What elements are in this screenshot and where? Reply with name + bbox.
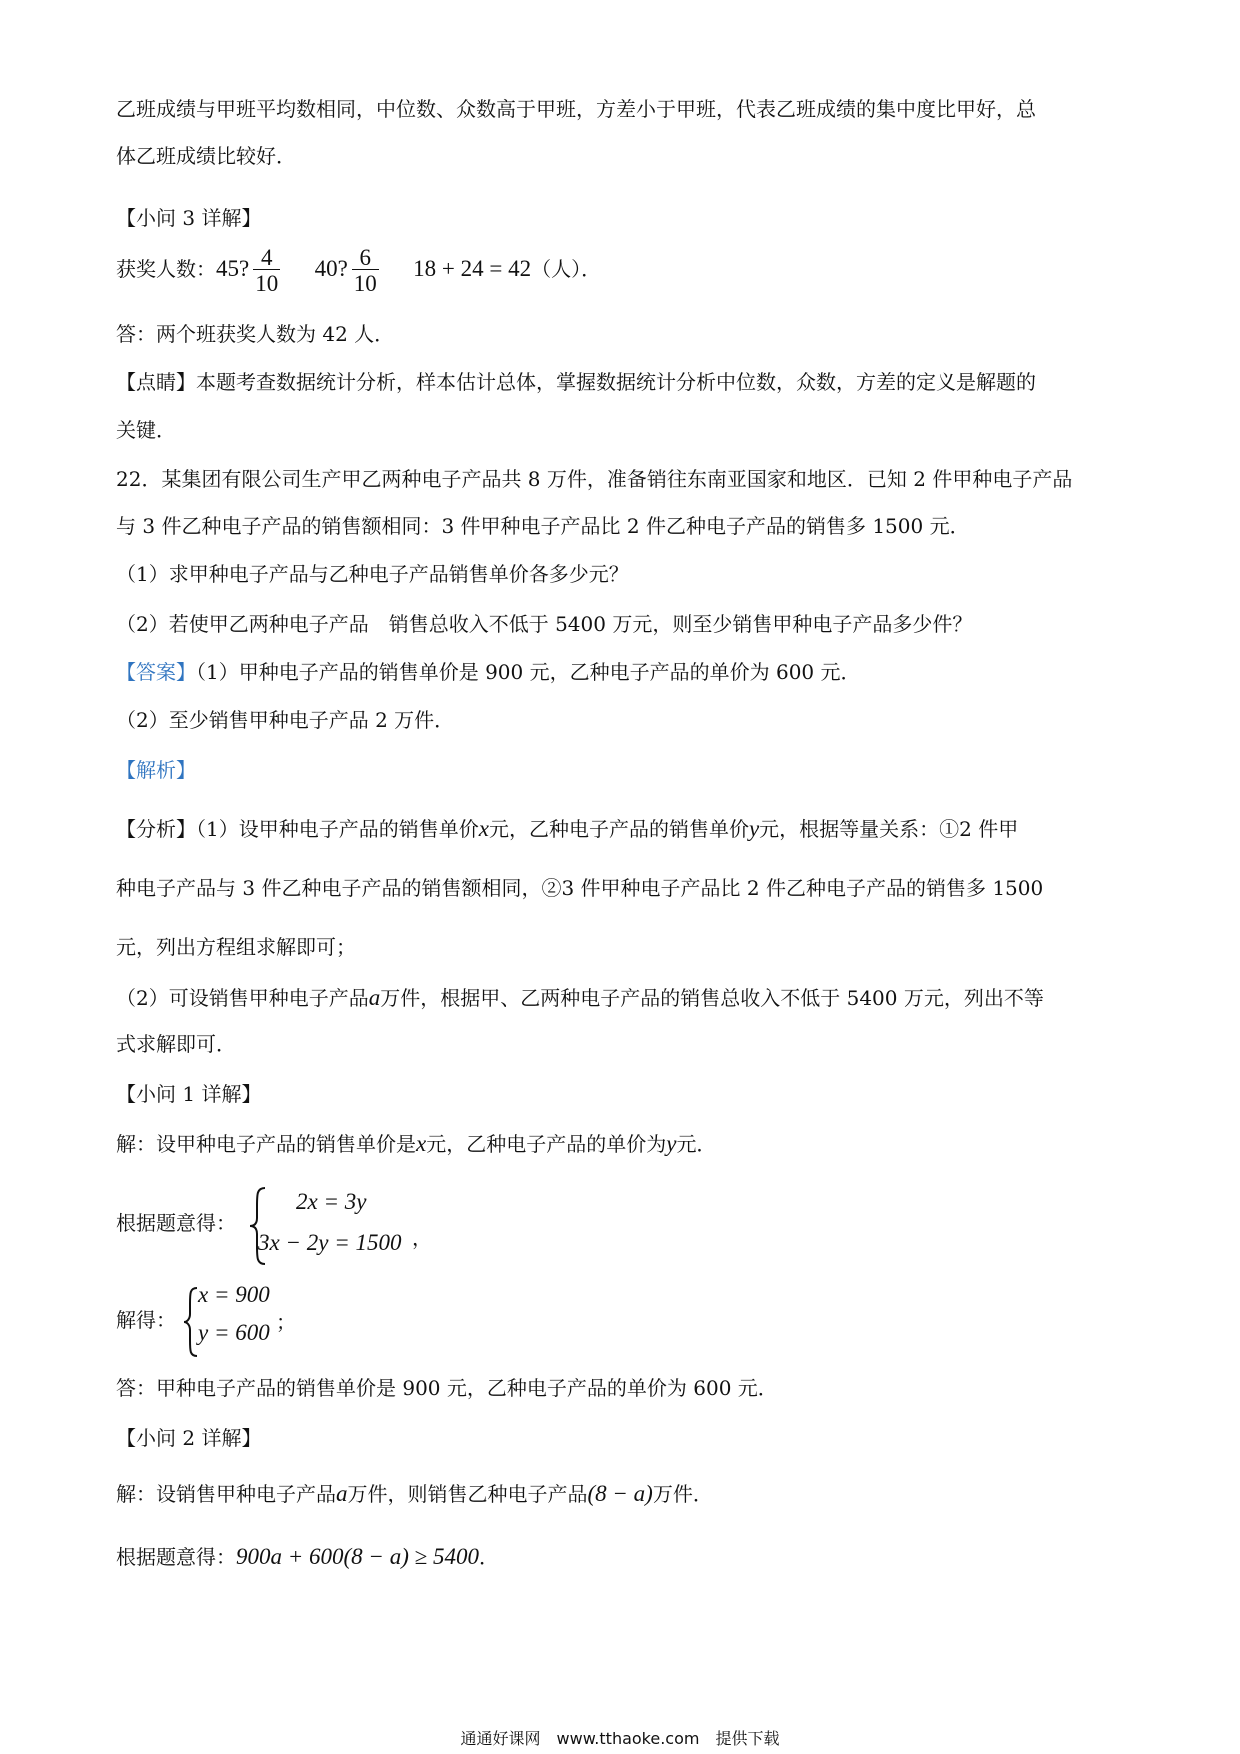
analysis-line: 式求解即可． <box>116 1032 236 1056</box>
award-unit: （人）． <box>531 257 602 281</box>
analysis-text: 元，根据等量关系：①2 件甲 <box>759 817 1019 841</box>
solution-text: 解：设销售甲种电子产品 <box>116 1482 336 1506</box>
solution-text: 解：设甲种电子产品的销售单价是 <box>116 1132 416 1156</box>
fraction-4-10 <box>253 246 280 295</box>
equation-1: 2x = 3y <box>296 1189 367 1214</box>
expression-8-minus-a: (8 − a) <box>587 1481 653 1506</box>
award-term-a: 45? <box>216 256 250 281</box>
variable-x: x <box>478 816 489 841</box>
semicolon: ； <box>276 1310 296 1334</box>
solution-line <box>116 1132 716 1155</box>
solution-text: 元． <box>676 1132 717 1156</box>
answer-part-1: （1）甲种电子产品的销售单价是 900 元，乙种电子产品的单价为 600 元． <box>196 660 861 684</box>
section-heading: 【小问 3 详解】 <box>116 206 262 230</box>
section-heading: 【小问 1 详解】 <box>116 1082 262 1106</box>
variable-a: a <box>368 985 381 1010</box>
answer-line: 答：甲种电子产品的销售单价是 900 元，乙种电子产品的单价为 600 元． <box>116 1376 778 1400</box>
award-term-b: 40? <box>314 256 348 281</box>
analysis-text: 【分析】（1）设甲种电子产品的销售单价 <box>116 817 479 841</box>
solution-x: x = 900 <box>198 1282 270 1307</box>
solution-y: y = 600 <box>198 1320 270 1345</box>
text-line: 乙班成绩与甲班平均数相同，中位数、众数高于甲班，方差小于甲班，代表乙班成绩的集中度比甲好，总 <box>116 97 1036 121</box>
solution-text: 元，乙种电子产品的单价为 <box>426 1132 667 1156</box>
analysis-text: 万件，根据甲、乙两种电子产品的销售总收入不低于 5400 万元，列出不等 <box>380 986 1044 1010</box>
text-line: 体乙班成绩比较好． <box>116 144 296 168</box>
analysis-line: 元，列出方程组求解即可； <box>116 935 356 959</box>
by-meaning-label: 根据题意得： <box>116 1211 236 1235</box>
variable-y: y <box>666 1131 677 1156</box>
fraction-denominator: 10 <box>255 271 279 296</box>
answer-line: 答：两个班获奖人数为 42 人． <box>116 322 395 346</box>
variable-x: x <box>416 1131 427 1156</box>
solution-text: 万件，则销售乙种电子产品 <box>347 1482 588 1506</box>
period: ． <box>478 1545 499 1569</box>
award-calculation <box>116 246 601 295</box>
fraction-numerator: 6 <box>359 245 372 270</box>
fraction-denominator: 10 <box>353 271 377 296</box>
fraction-numerator: 4 <box>260 245 273 270</box>
analysis-label: 【解析】 <box>116 758 196 782</box>
analysis-text: （2）可设销售甲种电子产品 <box>116 986 369 1010</box>
text-line: 关键． <box>116 418 176 442</box>
question-part-2: （2）若使甲乙两种电子产品 销售总收入不低于 5400 万元，则至少销售甲种电子产品多少件？ <box>116 612 973 636</box>
comma: ， <box>412 1226 432 1250</box>
answer-block <box>116 662 861 682</box>
answer-label: 【答案】 <box>116 660 196 684</box>
analysis-line: 种电子产品与 3 件乙种电子产品的销售额相同，②3 件甲种电子产品比 2 件乙种电子产品的销售多 1500 <box>116 876 1044 900</box>
variable-y: y <box>748 816 760 841</box>
question-22-line: 与 3 件乙种电子产品的销售额相同：3 件甲种电子产品比 2 件乙种电子产品的销售多 1500 元． <box>116 514 970 538</box>
question-22-line: 22．某集团有限公司生产甲乙两种电子产品共 8 万件，准备销往东南亚国家和地区．已知 2 件甲种电子产品 <box>116 467 1073 491</box>
analysis-text: 元，乙种电子产品的销售单价 <box>488 817 749 841</box>
variable-a: a <box>336 1481 348 1506</box>
text-line: 【点睛】本题考查数据统计分析，样本估计总体，掌握数据统计分析中位数，众数，方差的定义是解题的 <box>116 370 1036 394</box>
analysis-line <box>116 986 1044 1009</box>
page-footer: 通通好课网 www.tthaoke.com 提供下载 <box>460 1729 780 1748</box>
by-meaning-label: 根据题意得： <box>116 1545 236 1569</box>
analysis-line <box>116 817 1018 840</box>
solution-line <box>116 1482 713 1505</box>
equation-2: 3x − 2y = 1500 <box>258 1230 402 1255</box>
question-part-1: （1）求甲种电子产品与乙种电子产品销售单价各多少元？ <box>116 562 629 586</box>
answer-part-2: （2）至少销售甲种电子产品 2 万件． <box>116 708 455 732</box>
solution-text: 万件． <box>652 1482 713 1506</box>
award-prefix: 获奖人数： <box>116 257 216 281</box>
solve-label: 解得： <box>116 1308 176 1332</box>
inequality: 900a + 600(8 − a) ≥ 5400 <box>236 1544 479 1569</box>
fraction-6-10 <box>352 246 379 295</box>
section-heading: 【小问 2 详解】 <box>116 1426 262 1450</box>
award-sum: 18 + 24 = 42 <box>413 256 532 281</box>
inequality-line <box>116 1545 499 1568</box>
